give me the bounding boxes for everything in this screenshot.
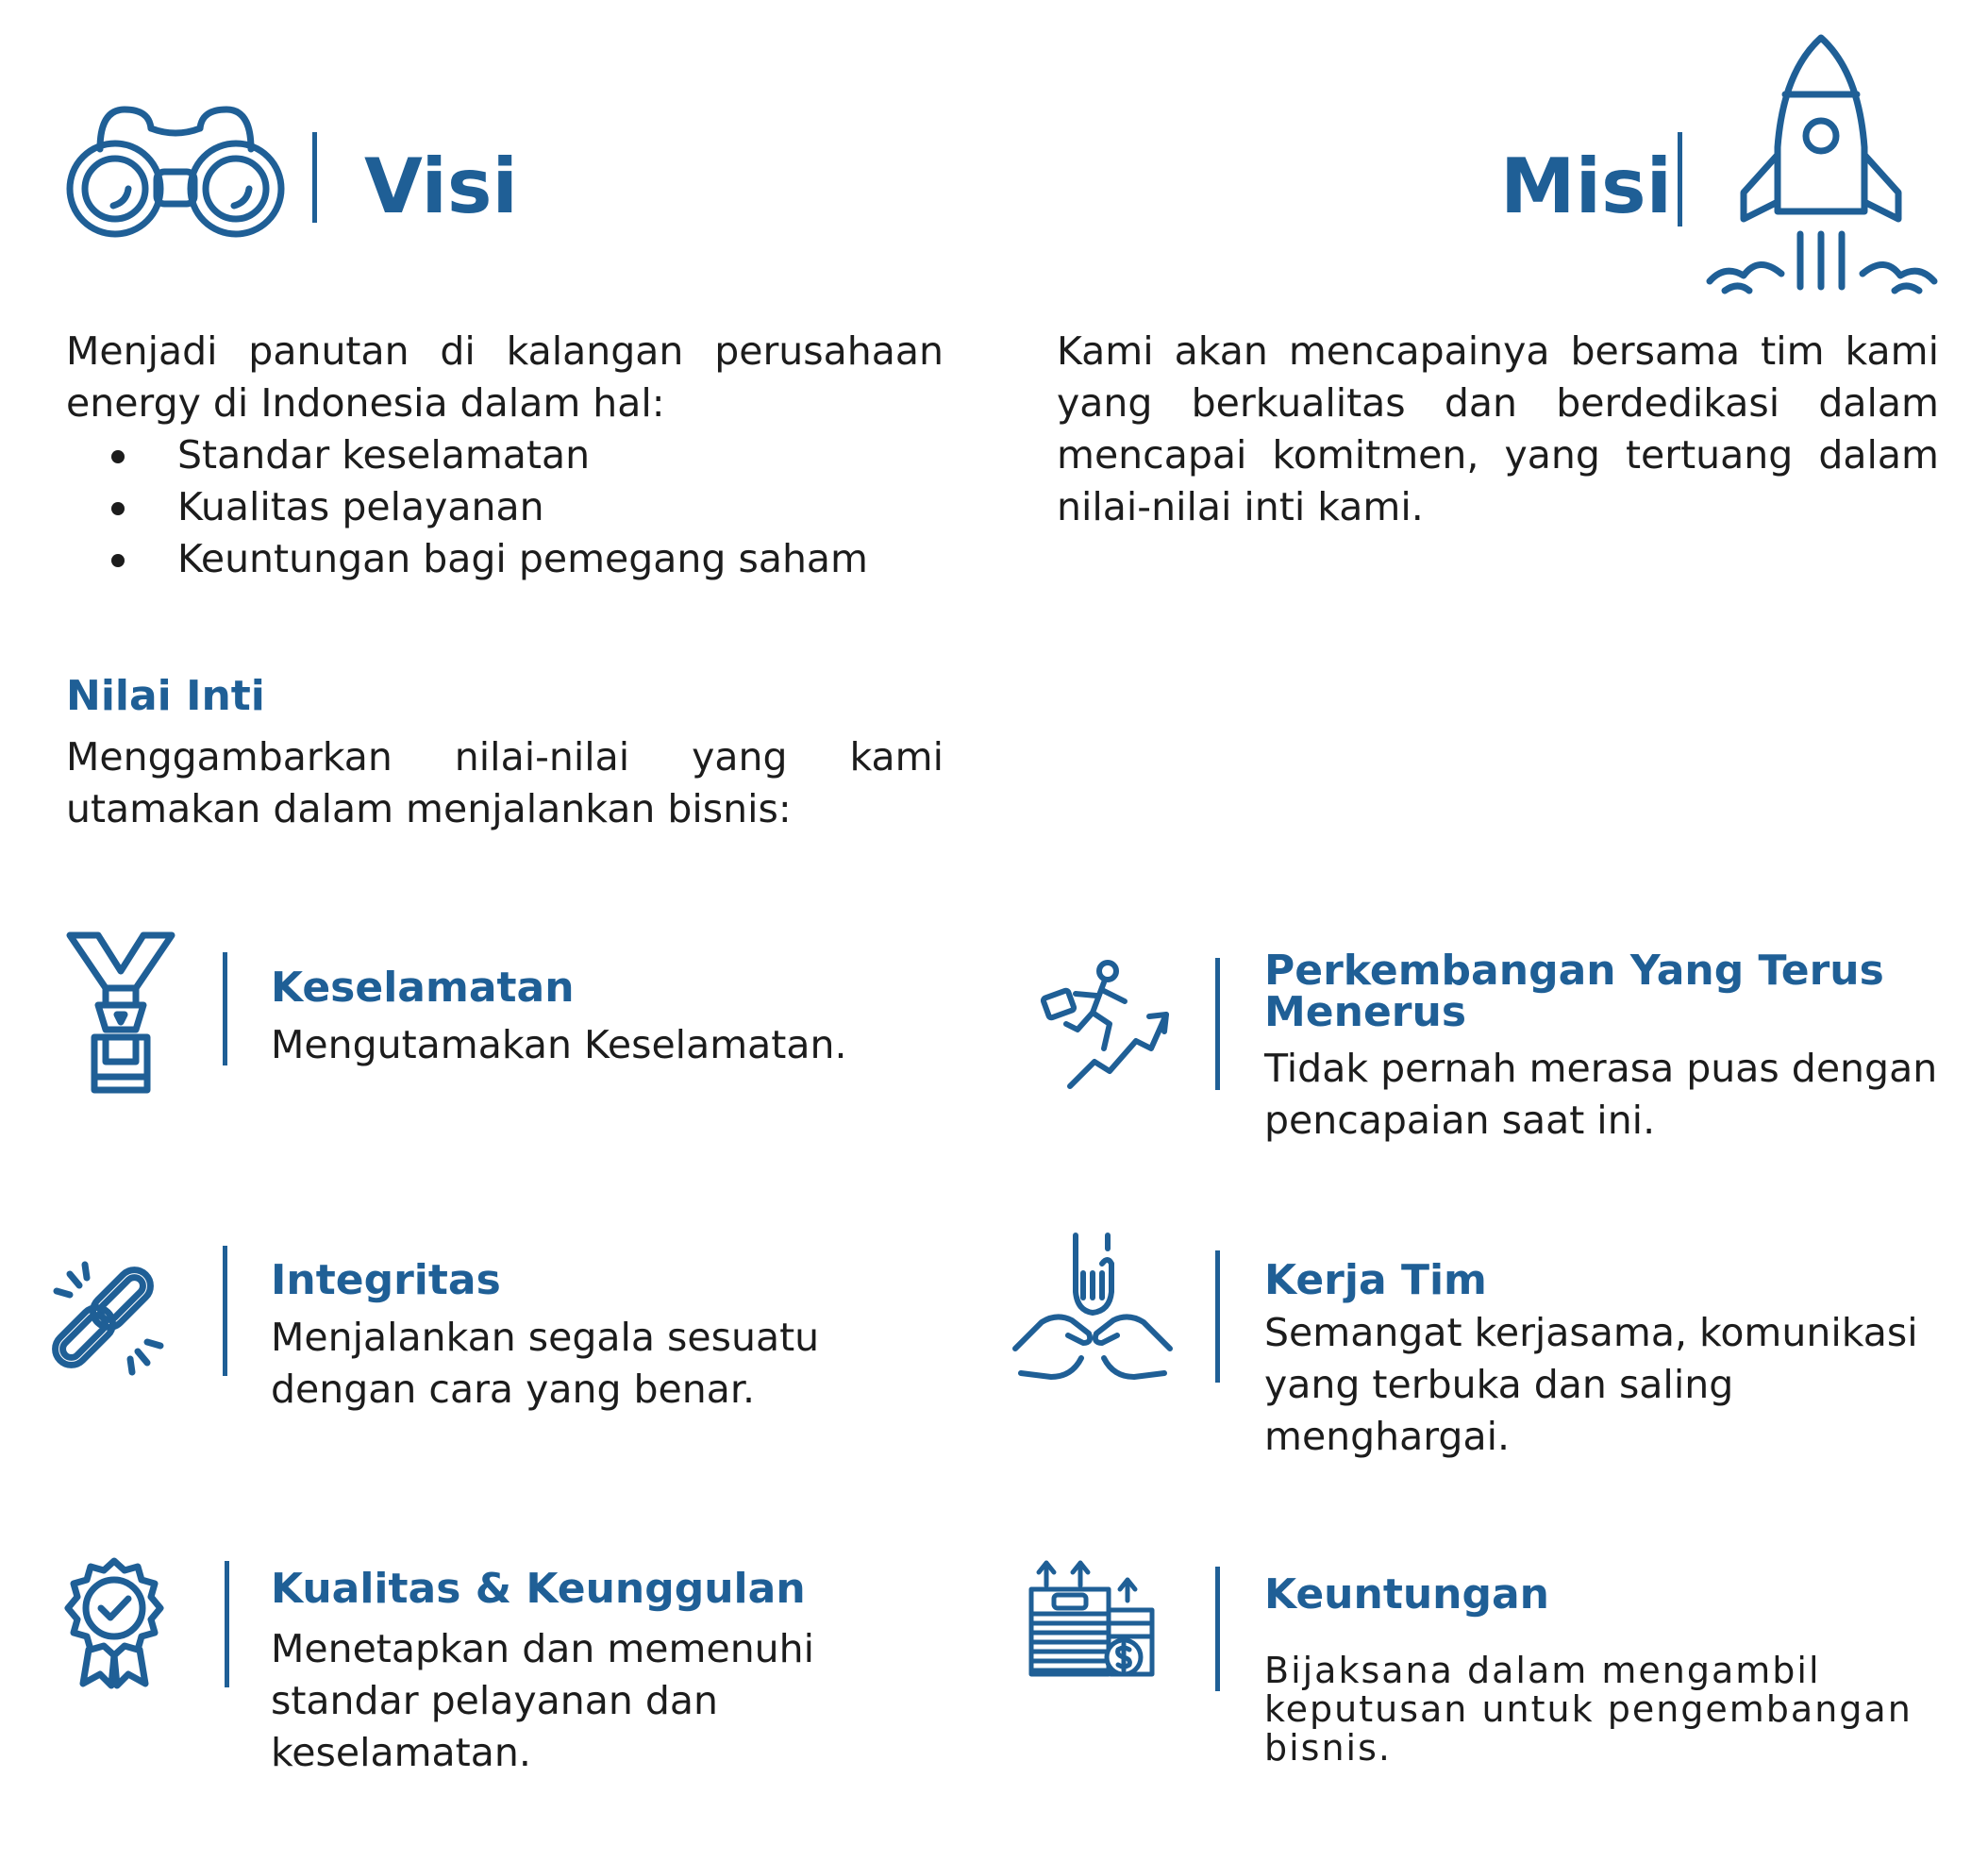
value-desc: Menjalankan segala sesuatu dengan cara yang benar. [271, 1315, 820, 1412]
teamwork-hands-icon [1010, 1232, 1176, 1388]
growth-climb-icon [1038, 958, 1172, 1092]
money-growth-icon [1024, 1548, 1158, 1682]
value-desc: Menetapkan dan memenuhi standar pelayanan dan keselamatan. [271, 1626, 815, 1775]
visi-title: Visi [364, 143, 518, 230]
value-title: Keselamatan [271, 964, 575, 1012]
visi-header [64, 94, 517, 245]
list-item: Keuntungan bagi pemegang saham [66, 533, 944, 585]
value-title: Integritas [271, 1256, 501, 1304]
value-desc: Bijaksana dalam mengambil keputusan untuk pengembangan bisnis. [1264, 1650, 1913, 1769]
visi-bullet-list [66, 429, 944, 585]
misi-text: Kami akan mencapainya bersama tim kami yang berkualitas dan berdedikasi dalam mencapai komitmen, yang tertuang dalam nilai-nilai inti kami. [1057, 328, 1939, 529]
value-title: Kerja Tim [1264, 1256, 1487, 1304]
value-title: Kualitas & Keunggulan [271, 1565, 806, 1613]
chain-link-icon [47, 1257, 170, 1380]
nilai-inti-title: Nilai Inti [66, 672, 265, 720]
value-title: Perkembangan Yang Terus Menerus [1264, 947, 1884, 1036]
value-keselamatan [57, 930, 981, 1118]
value-kerja-tim [1010, 1232, 1972, 1496]
visi-intro: Menjadi panutan di kalangan perusahaan energy di Indonesia dalam hal: [66, 328, 944, 426]
binoculars-icon [64, 100, 287, 238]
list-item: Kualitas pelayanan [66, 481, 944, 533]
value-integritas [47, 1236, 981, 1444]
value-desc: Semangat kerjasama, komunikasi yang terbuka dan saling menghargai. [1264, 1310, 1918, 1459]
misi-title: Misi [1500, 143, 1673, 230]
nilai-inti-text: Menggambarkan nilai-nilai yang kami utamakan dalam menjalankan bisnis: [66, 734, 944, 831]
quality-badge-icon [62, 1557, 166, 1689]
list-item: Standar keselamatan [66, 429, 944, 481]
misi-header [1491, 34, 1944, 298]
value-keuntungan [1024, 1548, 1972, 1793]
value-title: Keuntungan [1264, 1570, 1550, 1619]
value-perkembangan [1028, 939, 1972, 1166]
value-kualitas [57, 1548, 981, 1793]
value-desc: Mengutamakan Keselamatan. [271, 1022, 847, 1067]
value-desc: Tidak pernah merasa puas dengan pencapaian saat ini. [1264, 1046, 1938, 1143]
rocket-icon [1706, 34, 1938, 298]
seatbelt-icon [64, 930, 177, 1096]
